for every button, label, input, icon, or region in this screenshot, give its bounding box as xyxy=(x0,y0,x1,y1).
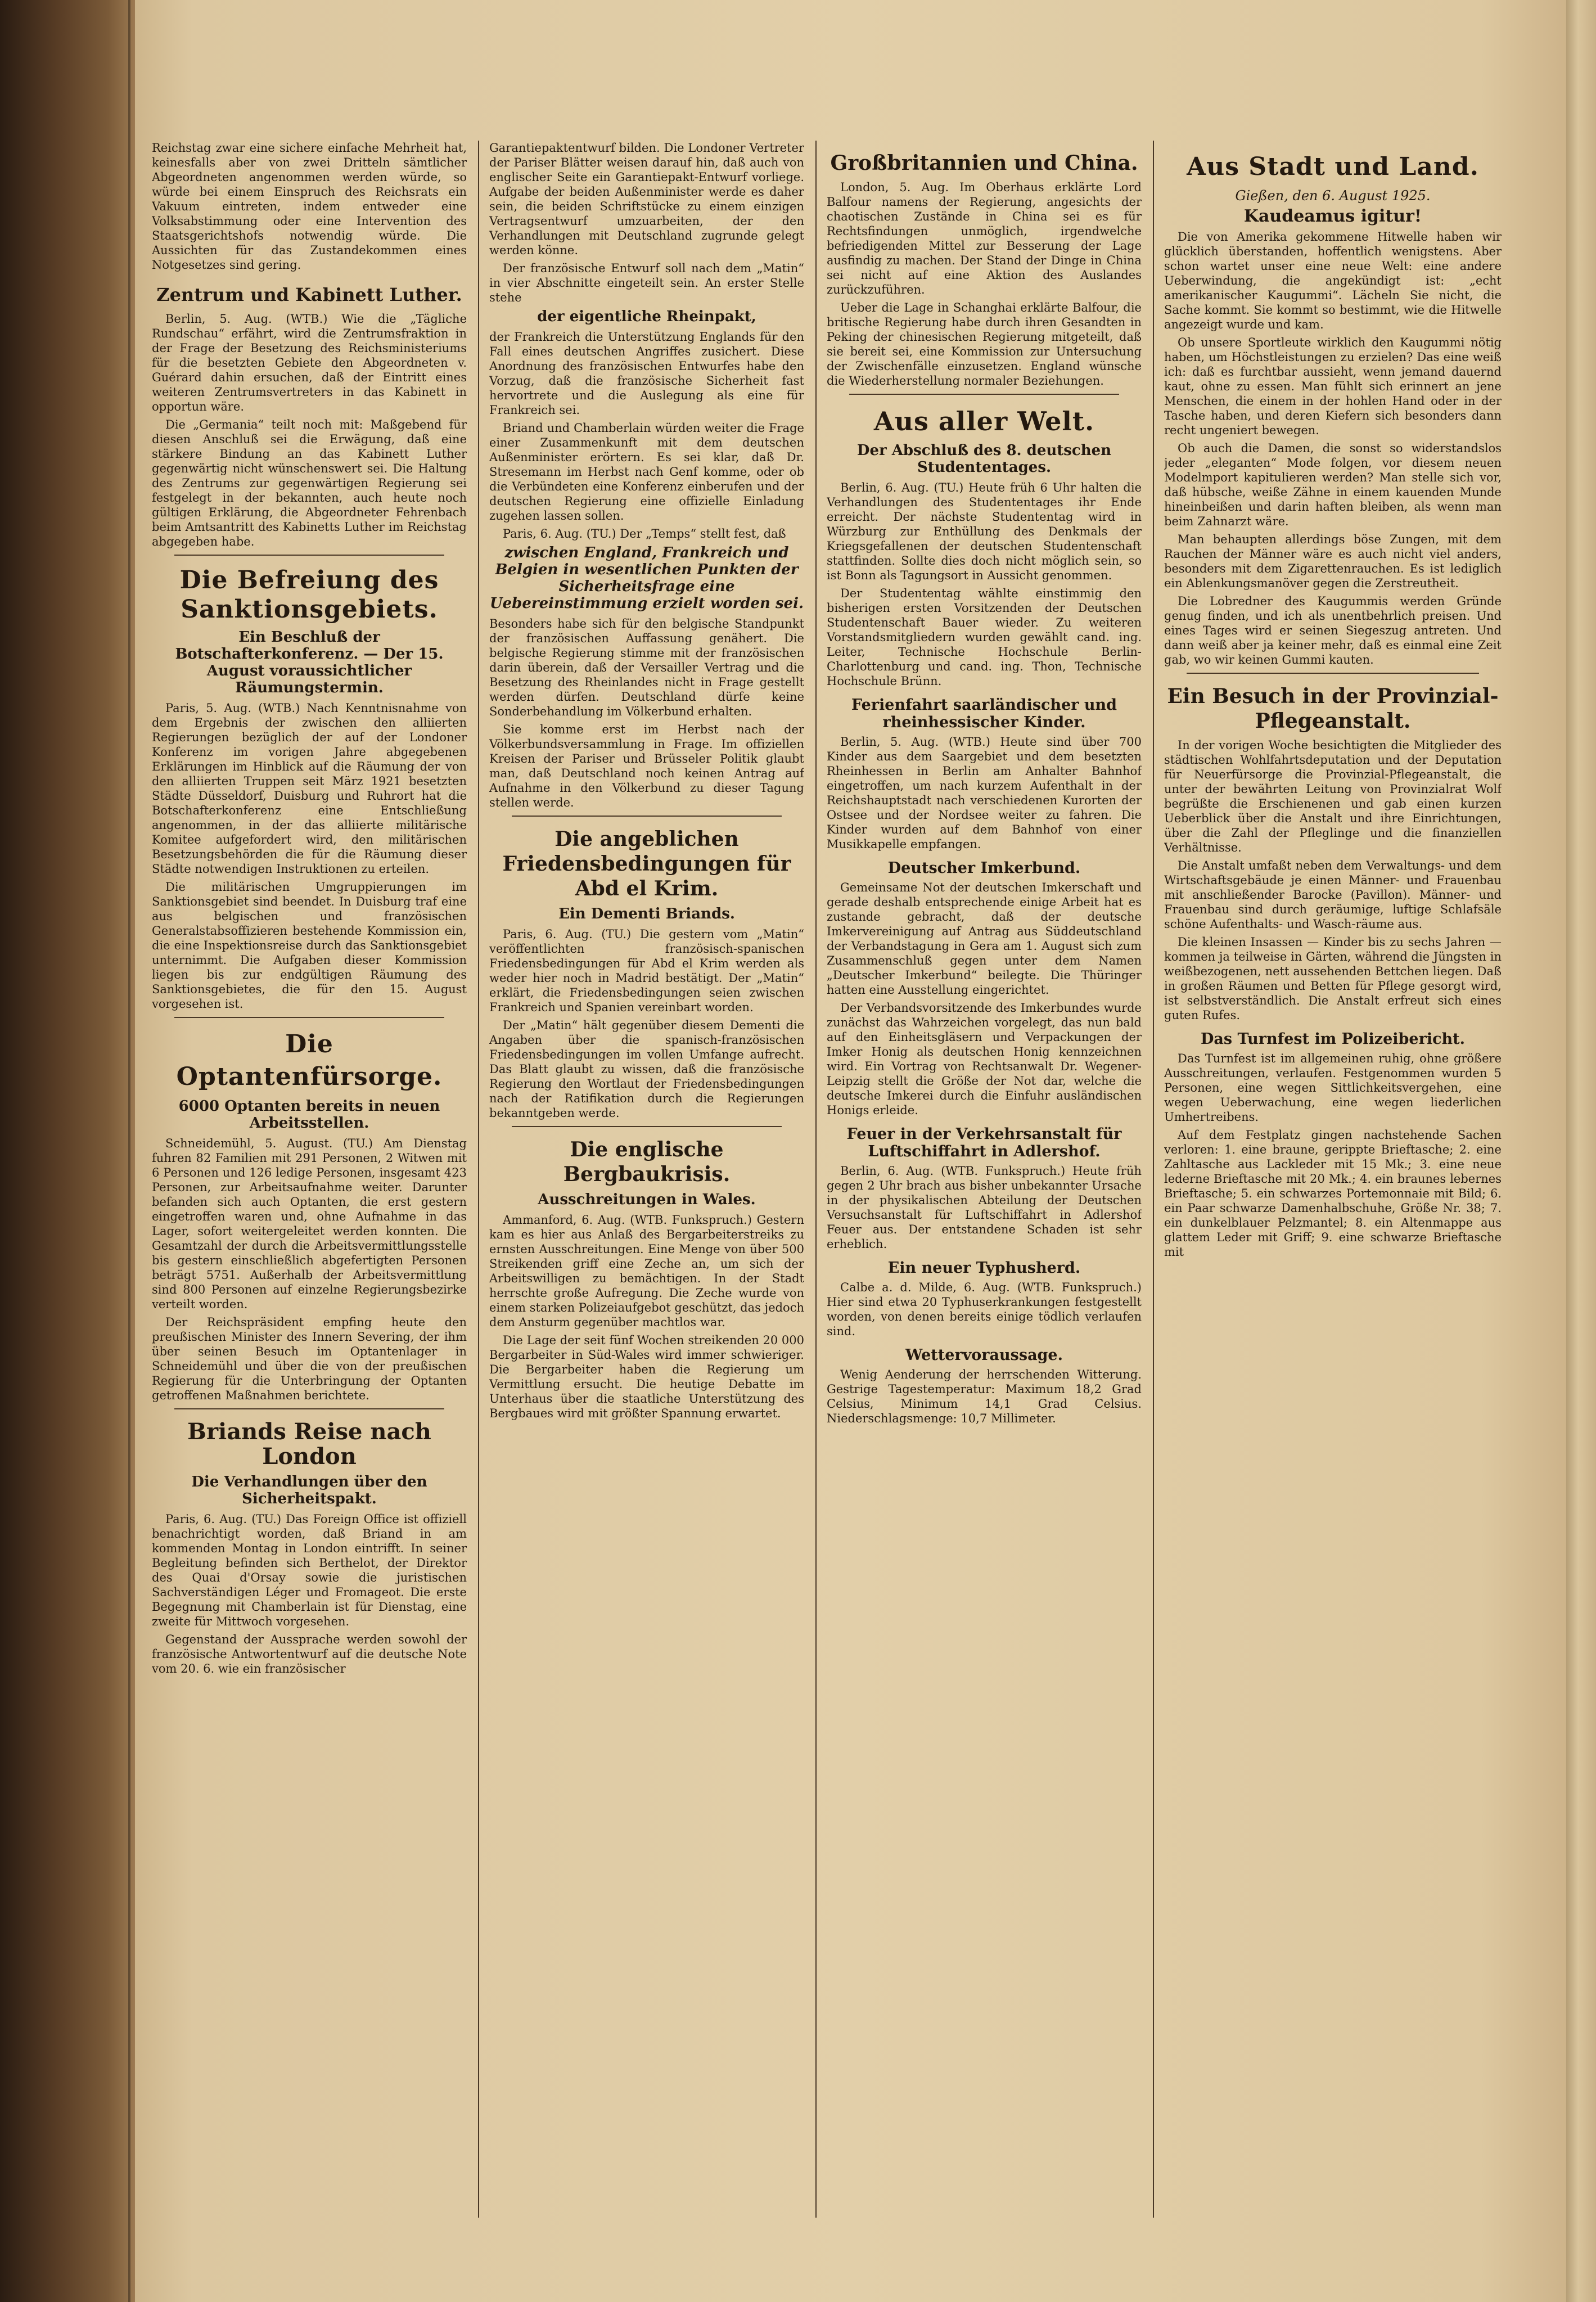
headline-provinzial: Ein Besuch in der Provinzial-Pflegeanstalt. xyxy=(1167,684,1499,733)
column-2 xyxy=(489,141,804,2218)
binding-crease xyxy=(128,0,130,2302)
col3-text-6: Gemeinsame Not der deutschen Imkerschaft und gerade deshalb entsprechende einige Arbeit hat es zustande gebracht, daß der deutsche Imkervereinigung auf Antrag aus Süddeutschland der Verbandstagung in Gera am 1. August sich zum Zusammenschluß gegen unter dem Namen „Deutscher Imkerbund“ beilegte. Die Thüringer hatten eine Ausstellung eingerichtet. xyxy=(827,881,1142,997)
column-3 xyxy=(827,141,1142,2218)
col3-text-10: Wenig Aenderung der herrschenden Witterung. Gestrige Tagestemperatur: Maximum 18,2 Grad Celsius, Minimum 14,1 Grad Celsius. Niederschlagsmenge: 10,7 Millimeter. xyxy=(827,1368,1142,1425)
subhead-imker: Deutscher Imkerbund. xyxy=(887,859,1081,877)
subhead-briand: Die Verhandlungen über den Sicherheitspakt. xyxy=(191,1474,427,1507)
col1-briand-text: Paris, 6. Aug. (TU.) Das Foreign Office ist offiziell benachrichtigt worden, daß Briand in am kommenden Montag in London eintrifft. In seiner Begleitung befinden sich Berthelot, der Direktor des Quai d'Orsay sowie die juristischen Sachverständigen Léger und Fromageot. Die erste Begegnung mit Chamberlain ist für Dienstag, eine zweite für Mittwoch vorgesehen. xyxy=(152,1512,467,1628)
subhead-ferien: Ferienfahrt saarländischer und rheinhessischer Kinder. xyxy=(851,696,1117,731)
column-4 xyxy=(1164,141,1502,2218)
column-rule xyxy=(815,141,817,2218)
col4-text-3: Ob auch die Damen, die sonst so widerstandslos jeder „eleganten“ Mode folgen, vor diesem neuen Modelmport kapitulieren werden? Man stelle sich vor, daß hübsche, weiße Zähne in einem kauenden Munde hineinbeißen und darin haften bleiben, als wenn man beim Zahnarzt wäre. xyxy=(1164,442,1502,528)
col4-text-6: In der vorigen Woche besichtigten die Mitglieder des städtischen Wohlfahrtsdeputation und der Deputation für Neuerfürsorge die Provinzial-Pflegeanstalt, die unter der bewährten Leitung von Provinzialrat Wolf begrüßte die Erschienenen und gab einen kurzen Ueberblick über die Anstalt und ihre Einrichtungen, über die Zahl der Pfleglinge und die finanziellen Verhältnisse. xyxy=(1164,738,1502,854)
col4-text-9: Das Turnfest ist im allgemeinen ruhig, ohne größere Ausschreitungen, verlaufen. Festgenommen wurden 5 Personen, eine wegen Sittlichkeitsvergehen, eine wegen Ueberwachung, eine wegen liederlichen Umhertreibens. xyxy=(1164,1052,1502,1124)
col1-reichspraesident-text: Der Reichspräsident empfing heute den preußischen Minister des Innern Severing, der ihm über seinen Besuch im Optantenlager in Schneidemühl und über die von der preußischen Regierung für die Unterbringung der Optanten getroffenen Maßnahmen berichtete. xyxy=(152,1316,467,1402)
col2-text-6: Besonders habe sich für den belgische Standpunkt der französischen Auffassung genähert. Die belgische Regierung stimme mit der französischen darin überein, daß der Versailler Vertrag und die Besetzung des Rheinlandes nicht in Frage gestellt werden dürfen. Deutschland dürfe keine Sonderbehandlung im Völkerbund erhalten. xyxy=(489,617,804,718)
col4-text-10: Auf dem Festplatz gingen nachstehende Sachen verloren: 1. eine braune, gerippte Brieftasche; 2. eine Zahltasche aus Lackleder mit 15 Mk.; 3. eine neue lederne Brieftasche mit 20 Mk.; 4. ein braunes lebernes Brieftasche; 5. ein schwarzes Portemonnaie mit Bild; 6. ein Paar schwarze Damenhalbschuhe, Größe Nr. 38; 7. ein dunkelblauer Pelzmantel; 8. ein Altenmappe aus glattem Leder mit Griff; 9. eine schwarze Brieftasche mit xyxy=(1164,1128,1502,1259)
col2-text-8: Paris, 6. Aug. (TU.) Die gestern vom „Matin“ veröffentlichten französisch-spanischen Friedensbedingungen für Abd el Krim werden als weder hier noch in Madrid bestätigt. Der „Matin“ erklärt, die Friedensbedingungen seien zwischen Frankreich und Spanien vereinbart worden. xyxy=(489,927,804,1014)
col3-text-7: Der Verbandsvorsitzende des Imkerbundes wurde zunächst das Wahrzeichen vorgelegt, das nun bald auf den Einheitsgläsern und Verpackungen der Imker Honig als deutschen Honig kennzeichnen wird. Ein Vortrag von Rechtsanwalt Dr. Wegener-Leipzig stellt die Größe der Not dar, welche die deutsche Imkerei durch die Einfuhr ausländischen Honigs erleide. xyxy=(827,1001,1142,1117)
divider xyxy=(174,1017,444,1018)
headline-bergbau: Die englische Bergbaukrisis. xyxy=(563,1138,731,1186)
col2-text-1: Garantiepaktentwurf bilden. Die Londoner Vertreter der Pariser Blätter weisen darauf hin, daß auch von englischer Seite ein Garantiepakt-Entwurf vorliege. Aufgabe der beiden Außenminister werde es daher sein, die beiden Schriftstücke zu einem einzigen Vertragsentwurf umzuarbeiten, der den Verhandlungen mit Deutschland zugrunde gelegt werden könne. xyxy=(489,141,804,257)
next-page-edge xyxy=(1566,0,1596,2302)
divider xyxy=(849,394,1119,395)
subhead-optanten: 6000 Optanten bereits in neuen Arbeitsstellen. xyxy=(178,1098,440,1132)
book-binding xyxy=(0,0,135,2302)
subhead-rheinpakt: der eigentliche Rheinpakt, xyxy=(537,308,756,325)
subhead-studenten: Der Abschluß des 8. deutschen Studententages. xyxy=(856,442,1112,476)
headline-optanten: Die Optantenfürsorge. xyxy=(176,1030,443,1091)
col1-einsicht-text: Gegenstand der Aussprache werden sowohl der französische Antwortentwurf auf die deutsche Note vom 20. 6. wie ein französischer xyxy=(152,1633,467,1675)
subhead-feuer: Feuer in der Verkehrsanstalt für Luftschiffahrt in Adlershof. xyxy=(846,1125,1122,1160)
divider xyxy=(512,1126,782,1127)
col4-text-2: Ob unsere Sportleute wirklich den Kaugummi nötig haben, um Höchstleistungen zu erzielen? Das eine weiß ich: daß es furchtbar aussieht, wenn jemand dauernd kaut, ohne zu essen. Man fühlt sich erinnert an jene Menschen, die einem in der hohlen Hand oder in der Tasche haben, und deren Kiefern sich besonders dann recht ungeniert bewegen. xyxy=(1164,336,1502,437)
col4-text-8: Die kleinen Insassen — Kinder bis zu sechs Jahren — kommen ja teilweise in Gärten, während die Jüngsten in weißbezogenen, nett aussehenden Bettchen liegen. Daß in großen Räumen und Betten für Pflege gesorgt wird, ist selbstverständlich. Die Anstalt erfreut sich eines guten Rufes. xyxy=(1164,935,1502,1022)
col1-schneidemuehl-text: Schneidemühl, 5. August. (TU.) Am Dienstag fuhren 82 Familien mit 291 Personen, 2 Witwen mit 6 Personen und 126 ledige Personen, insgesamt 423 Personen, zur Arbeitsaufnahme weiter. Darunter befanden sich auch Optanten, die erst gestern eingetroffen waren und, ohne Aufnahme in das Lager, sofort weitergeleitet werden konnten. Die Gesamtzahl der durch die Arbeitsvermittlungsstelle bis gestern einschließlich abgefertigten Personen beträgt 5751. Außerhalb der Arbeitsvermittlung sind 800 Personen auf einzelne Regierungsbezirke verteilt worden. xyxy=(152,1137,467,1311)
col1-paris-text: Paris, 5. Aug. (WTB.) Nach Kenntnisnahme von dem Ergebnis der zwischen den alliierten Regierungen bezüglich der auf der Londoner Konferenz im vorigen Jahre abgegebenen Erklärungen im Hinblick auf die Räumung der von den alliierten Truppen seit März 1921 besetzten Städte Düsseldorf, Duisburg und Ruhrort hat die Botschafterkonferenz eine Entschließung angenommen, in der das alliierte militärische Komitee aufgefordert wird, den militärischen Besetzungsbehörden die für die Räumung dieser Städte notwendigen Instruktionen zu erteilen. xyxy=(152,701,467,876)
column-1 xyxy=(152,141,467,2218)
divider xyxy=(174,1408,444,1409)
column-rule xyxy=(1153,141,1154,2218)
col2-text-7: Sie komme erst im Herbst nach der Völkerbundsversammlung in Frage. Im offiziellen Kreisen der Pariser und Brüsseler Politik glaubt man, daß Deutschland noch keinen Antrag auf Aufnahme in den Völkerbund zu dieser Tagung stellen werde. xyxy=(489,723,804,809)
col1-intro: Reichstag zwar eine sichere einfache Mehrheit hat, keinesfalls aber von zwei Dritteln sämtlicher Abgeordneten angenommen werden würde, so würde bei einem Einspruch des Reichsrats ein Vakuum eintreten, indem entweder eine Volksabstimmung oder eine Intervention des Staatsgerichtshofs notwendig würde. Die Aussichten für das Zustandekommen eines Notgesetzes sind gering. xyxy=(152,141,467,272)
headline-befreiung: Die Befreiung des Sanktionsgebiets. xyxy=(179,566,439,624)
col2-text-5: Paris, 6. Aug. (TU.) Der „Temps“ stellt fest, daß xyxy=(503,527,786,540)
subhead-bergbau: Ausschreitungen in Wales. xyxy=(538,1191,756,1208)
subhead-befreiung: Ein Beschluß der Botschafterkonferenz. — Der 15. August voraussichtlicher Räumungstermin. xyxy=(175,629,444,696)
headline-abdelkrim: Die angeblichen Friedensbedingungen für Abd el Krim. xyxy=(502,827,791,900)
column-rule xyxy=(478,141,479,2218)
col1-germania-text: Die „Germania“ teilt noch mit: Maßgebend für diesen Anschluß sei die Erwägung, daß eine stärkere Bindung an das Kabinett Luther gegenwärtig nicht wünschenswert sei. Die Haltung des Zentrums zur gegenwärtigen Regierung sei festgelegt in der bekannten, auch heute noch gültigen Erklärung, die Abgeordneter Fehrenbach beim Amtsantritt des Kabinetts Luther im Reichstag abgegeben habe. xyxy=(152,418,467,548)
subhead-kaudeamus: Kaudeamus igitur! xyxy=(1243,206,1422,226)
headline-stadt-und-land: Aus Stadt und Land. xyxy=(1187,152,1479,181)
col3-text-8: Berlin, 6. Aug. (WTB. Funkspruch.) Heute früh gegen 2 Uhr brach aus bisher unbekannter Ursache in der physikalischen Abteilung der Deutschen Versuchsanstalt für Luftschiffahrt in Adlershof Feuer aus. Der entstandene Schaden ist sehr erheblich. xyxy=(827,1164,1142,1251)
col3-text-5: Berlin, 5. Aug. (WTB.) Heute sind über 700 Kinder aus dem Saargebiet und dem besetzten Rheinhessen in Berlin am Anhalter Bahnhof eingetroffen, um nach kurzem Aufenthalt in der Reichshauptstadt nach verschiedenen Kurorten der Ostsee und der Nordsee weiter zu fahren. Die Kinder wurden auf dem Bahnhof von einer Musikkapelle empfangen. xyxy=(827,735,1142,851)
headline-aus-aller-welt: Aus aller Welt. xyxy=(873,406,1095,436)
divider xyxy=(174,555,444,556)
divider xyxy=(512,816,782,817)
subhead-belgien: zwischen England, Frankreich und Belgien in wesentlichen Punkten der Sicherheitsfrage eine Uebereinstimmung erzielt worden sei. xyxy=(489,544,804,612)
col4-text-1: Die von Amerika gekommene Hitwelle haben wir glücklich überstanden, hoffentlich wenigstens. Aber schon wartet unser eine neue Welt: eine andere Ueberwindung, die angekündigt ist: „echt amerikanischer Kaugummi“. Lächeln Sie nicht, die Sache kommt. Sie kommt so bestimmt, wie die Hitwelle angezeigt wurde und kam. xyxy=(1164,230,1502,331)
col2-text-9: Der „Matin“ hält gegenüber diesem Dementi die Angaben über die spanisch-französischen Friedensbedingungen im vollen Umfange aufrecht. Das Blatt glaubt zu wissen, daß die französische Regierung den Wortlaut der Friedensbedingungen nach der Ratifikation durch die Regierungen bekanntgeben werde. xyxy=(489,1019,804,1120)
col2-text-4: Briand und Chamberlain würden weiter die Frage einer Zusammenkunft mit dem deutschen Außenminister erörtern. Es sei klar, daß Dr. Stresemann im Herbst nach Genf komme, oder ob die Verbündeten eine Konferenz einberufen und der deutschen Regierung eine offizielle Einladung zugehen lassen sollen. xyxy=(489,421,804,522)
subhead-typhus: Ein neuer Typhusherd. xyxy=(887,1259,1081,1277)
divider xyxy=(1187,673,1479,674)
col3-text-3: Berlin, 6. Aug. (TU.) Heute früh 6 Uhr halten die Verhandlungen des Studententages ihr Ende erreicht. Der nächste Studententag wird in Würzburg zur Enthüllung des Denkmals der Kriegsgefallenen der deutschen Studentenschaft stattfinden. Sollte dies doch nicht möglich sein, so ist Bonn als Tagungsort in Aussicht genommen. xyxy=(827,481,1142,582)
col2-text-11: Die Lage der seit fünf Wochen streikenden 20 000 Bergarbeiter in Süd-Wales wird immer schwieriger. Die Bergarbeiter haben die Regierung um Vermittlung ersucht. Die heutige Debatte im Unterhaus über die staatliche Unterstützung des Bergbaues wird mit größter Spannung erwartet. xyxy=(489,1334,804,1420)
col4-text-4: Man behaupten allerdings böse Zungen, mit dem Rauchen der Männer wäre es auch nicht viel anders, besonders mit dem Zigarettenrauchen. Es ist lediglich ein Ablenkungsmanöver gegen die Zerstreutheit. xyxy=(1164,533,1502,590)
col3-text-4: Der Studententag wählte einstimmig den bisherigen ersten Vorsitzenden der Deutschen Studentenschaft Bauer wieder. Zu weiteren Vorstandsmitgliedern wurden gewählt cand. ing. Leiter, Technische Hochschule Berlin-Charlottenburg und cand. ing. Thon, Technische Hochschule Brünn. xyxy=(827,587,1142,688)
subhead-wetter: Wettervoraussage. xyxy=(905,1346,1063,1364)
col3-text-2: Ueber die Lage in Schanghai erklärte Balfour, die britische Regierung habe durch ihren Gesandten in Peking der chinesischen Regierung mitgeteilt, daß sie bereit sei, eine Kommission zur Untersuchung der Zwischenfälle einzusetzen. England wünsche die Wiederherstellung normaler Beziehungen. xyxy=(827,301,1142,388)
col2-text-10: Ammanford, 6. Aug. (WTB. Funkspruch.) Gestern kam es hier aus Anlaß des Bergarbeiterstreiks zu ernsten Ausschreitungen. Eine Menge von über 500 Streikenden griff eine Zeche an, um sich der Arbeitswilligen zu bemächtigen. In der Stadt herrschte große Aufregung. Die Zeche wurde von einem starken Polizeiaufgebot geschützt, das jedoch dem Ansturm gegenüber machtlos war. xyxy=(489,1213,804,1329)
headline-zentrum: Zentrum und Kabinett Luther. xyxy=(156,284,462,305)
col4-text-5: Die Lobredner des Kaugummis werden Gründe genug finden, und ich als unentbehrlich preisen. Und eines Tages wird er seinen Siegeszug antreten. Und dann weiß aber ja keiner mehr, daß es einmal eine Zeit gab, wo wir keinen Gummi kauten. xyxy=(1164,594,1502,666)
headline-briand: Briands Reise nach London xyxy=(187,1418,431,1470)
col3-text-9: Calbe a. d. Milde, 6. Aug. (WTB. Funkspruch.) Hier sind etwa 20 Typhuserkrankungen festgestellt worden, von denen bereits einige tödlich verlaufen sind. xyxy=(827,1281,1142,1338)
col2-text-3: der Frankreich die Unterstützung Englands für den Fall eines deutschen Angriffes zusichert. Diese Anordnung des französischen Entwurfes habe den Vorzug, daß die französische Sicherheit fast hervortrete und die Auslegung als eine für Frankreich sei. xyxy=(489,330,804,417)
col1-militaer-text: Die militärischen Umgruppierungen im Sanktionsgebiet sind beendet. In Duisburg traf eine aus belgischen und französischen Generalstabsoffizieren bestehende Kommission ein, die eine Inspektionsreise durch das Sanktionsgebiet unternimmt. Die Aufgaben dieser Kommission liegen bis zur endgültigen Räumung des Sanktionsgebietes, die für den 15. August vorgesehen ist. xyxy=(152,880,467,1011)
headline-grossbritannien: Großbritannien und China. xyxy=(830,151,1138,175)
col1-zentrum-text: Berlin, 5. Aug. (WTB.) Wie die „Tägliche Rundschau“ erfährt, wird die Zentrumsfraktion in der Frage der Besetzung des Reichsministeriums für die besetzten Gebiete den Abgeordneten v. Guérard dahin ersuchen, daß der Eintritt eines weiteren Zentrumsvertreters in das Kabinett in opportun wäre. xyxy=(152,312,467,413)
newspaper-page xyxy=(135,0,1566,2302)
col3-text-1: London, 5. Aug. Im Oberhaus erklärte Lord Balfour namens der Regierung, angesichts der chaotischen Zustände in China sei es für Rechtsfindungen unmöglich, irgendwelche befriedigenden Mittel zur Besserung der Lage ausfindig zu machen. Der Stand der Dinge in China sei nicht auf eine Aktion des Auslandes zurückzuführen. xyxy=(827,181,1142,296)
dateline: Gießen, den 6. August 1925. xyxy=(1235,188,1431,204)
subhead-turnfest: Das Turnfest im Polizeibericht. xyxy=(1200,1030,1466,1048)
col4-text-7: Die Anstalt umfaßt neben dem Verwaltungs- und dem Wirtschaftsgebäude je einen Männer- und Frauenbau mit anschließender Barocke (Pavillon). Männer- und Frauenbau sind durch geräumige, luftige Schlafsäle schöne Aufenthalts- und Wasch-räume aus. xyxy=(1164,859,1502,931)
col2-text-2: Der französische Entwurf soll nach dem „Matin“ in vier Abschnitte eingeteilt sein. An erster Stelle stehe xyxy=(489,262,804,304)
subhead-abdelkrim: Ein Dementi Briands. xyxy=(558,906,735,922)
